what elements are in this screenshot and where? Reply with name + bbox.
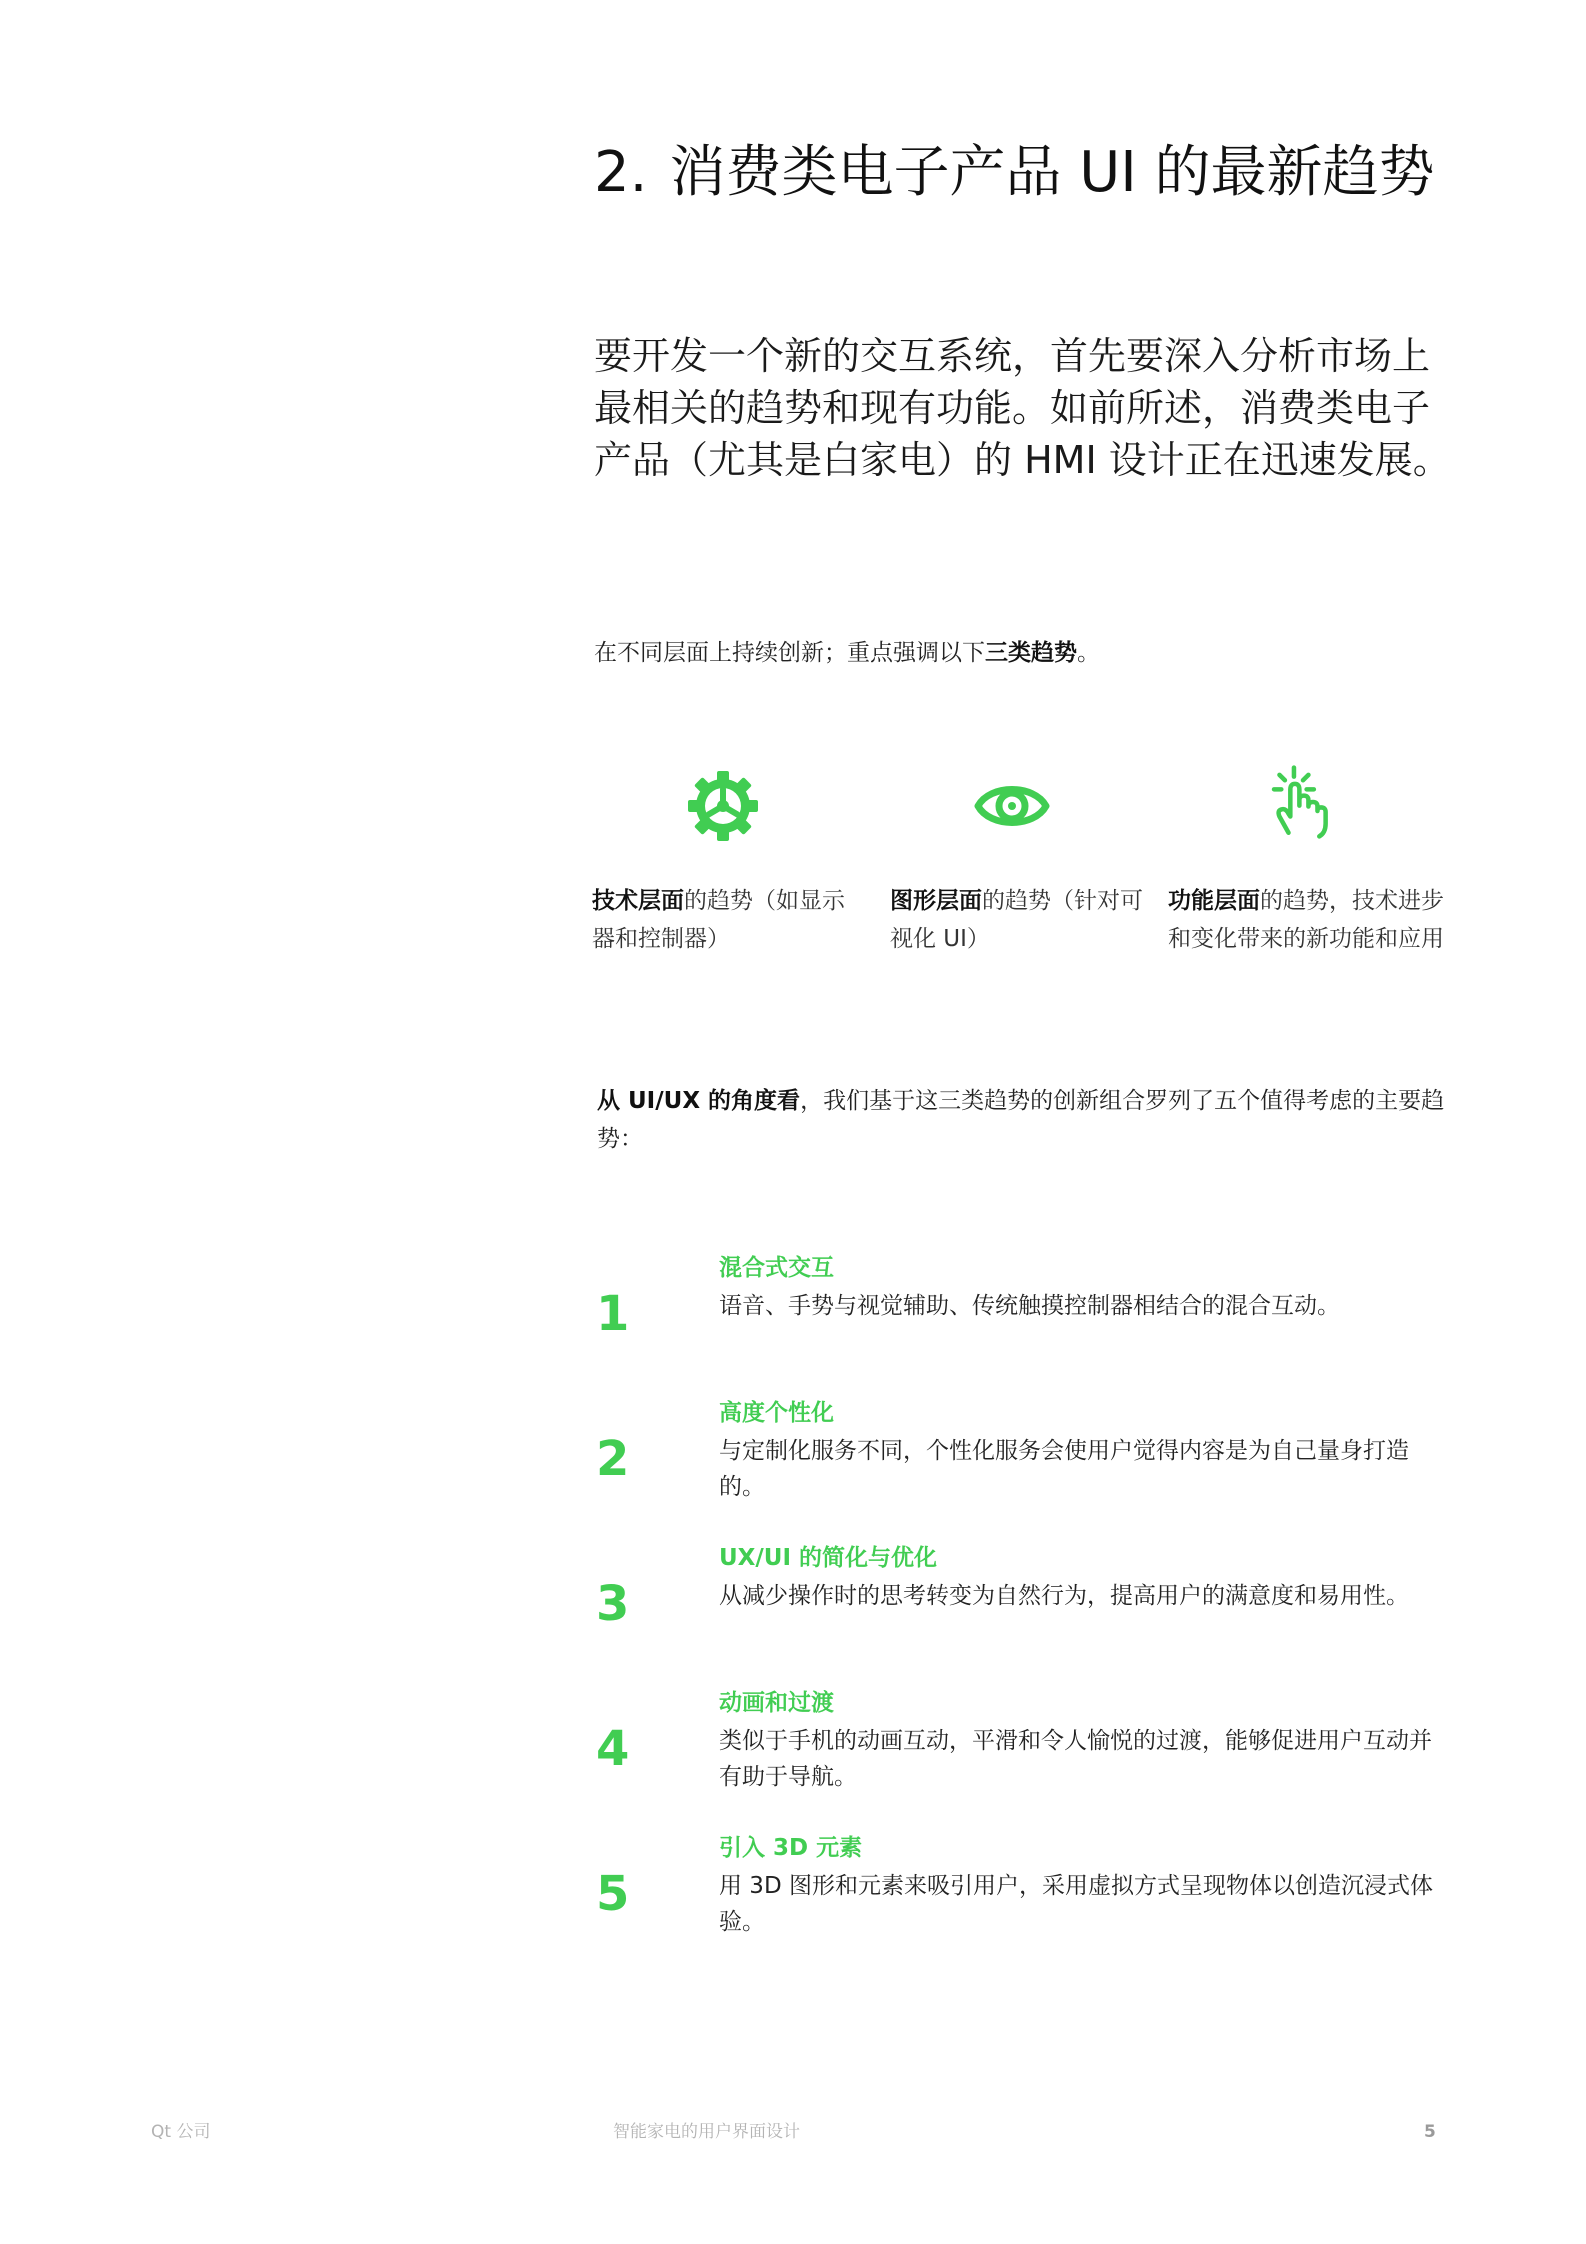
trend-title: UX/UI 的简化与优化 [719, 1545, 938, 1571]
gear-icon [685, 768, 761, 844]
trend-title: 引入 3D 元素 [719, 1835, 863, 1861]
trend-number: 4 [596, 1721, 630, 1777]
lead-bold: 三类趋势 [985, 640, 1077, 666]
category-functional [1168, 882, 1448, 958]
footer-page-number: 5 [1424, 2122, 1436, 2142]
trend-description: 类似于手机的动画互动，平滑和令人愉悦的过渡，能够促进用户互动并有助于导航。 [719, 1728, 1432, 1790]
section-number: 2. [594, 140, 648, 205]
category-graphic-bold: 图形层面 [890, 888, 982, 914]
category-technical-bold: 技术层面 [592, 888, 684, 914]
trend-number: 1 [596, 1286, 630, 1342]
category-functional-bold: 功能层面 [1168, 888, 1260, 914]
category-graphic [890, 882, 1155, 958]
category-technical-text: 的趋势（如显示器和控制器） [592, 888, 845, 952]
section-title: 消费类电子产品 UI 的最新趋势 [669, 140, 1435, 205]
trend-title: 高度个性化 [719, 1400, 834, 1426]
page-title [594, 138, 1435, 208]
trend-number: 2 [596, 1431, 630, 1487]
trend-title: 混合式交互 [719, 1255, 834, 1281]
uiux-bold: 从 UI/UX 的角度看 [597, 1088, 801, 1114]
trend-description: 从减少操作时的思考转变为自然行为，提高用户的满意度和易用性。 [719, 1583, 1409, 1609]
trend-number: 5 [596, 1866, 630, 1922]
touch-hand-icon [1265, 764, 1341, 840]
category-functional-text: 的趋势，技术进步和变化带来的新功能和应用 [1168, 888, 1444, 952]
category-technical [592, 882, 857, 958]
lead-sentence [594, 636, 1100, 670]
lead-text: 在不同层面上持续创新；重点强调以下 [594, 640, 985, 666]
trend-description: 语音、手势与视觉辅助、传统触摸控制器相结合的混合互动。 [719, 1293, 1340, 1319]
uiux-text: ，我们基于这三类趋势的创新组合罗列了五个值得考虑的主要趋势： [597, 1088, 1445, 1152]
intro-paragraph: 要开发一个新的交互系统，首先要深入分析市场上最相关的趋势和现有功能。如前所述，消费类电子产品（尤其是白家电）的 HMI 设计正在迅速发展。 [594, 334, 1451, 482]
category-graphic-text: 的趋势（针对可视化 UI） [890, 888, 1143, 952]
trend-description: 用 3D 图形和元素来吸引用户，采用虚拟方式呈现物体以创造沉浸式体验。 [719, 1873, 1433, 1935]
trend-number: 3 [596, 1576, 630, 1632]
trend-title: 动画和过渡 [719, 1690, 834, 1716]
footer-doc-title: 智能家电的用户界面设计 [613, 2122, 800, 2142]
uiux-paragraph [597, 1082, 1457, 1158]
trend-description: 与定制化服务不同，个性化服务会使用户觉得内容是为自己量身打造的。 [719, 1438, 1409, 1500]
eye-icon [974, 768, 1050, 844]
footer-company: Qt 公司 [151, 2122, 211, 2142]
lead-end: 。 [1077, 640, 1100, 666]
